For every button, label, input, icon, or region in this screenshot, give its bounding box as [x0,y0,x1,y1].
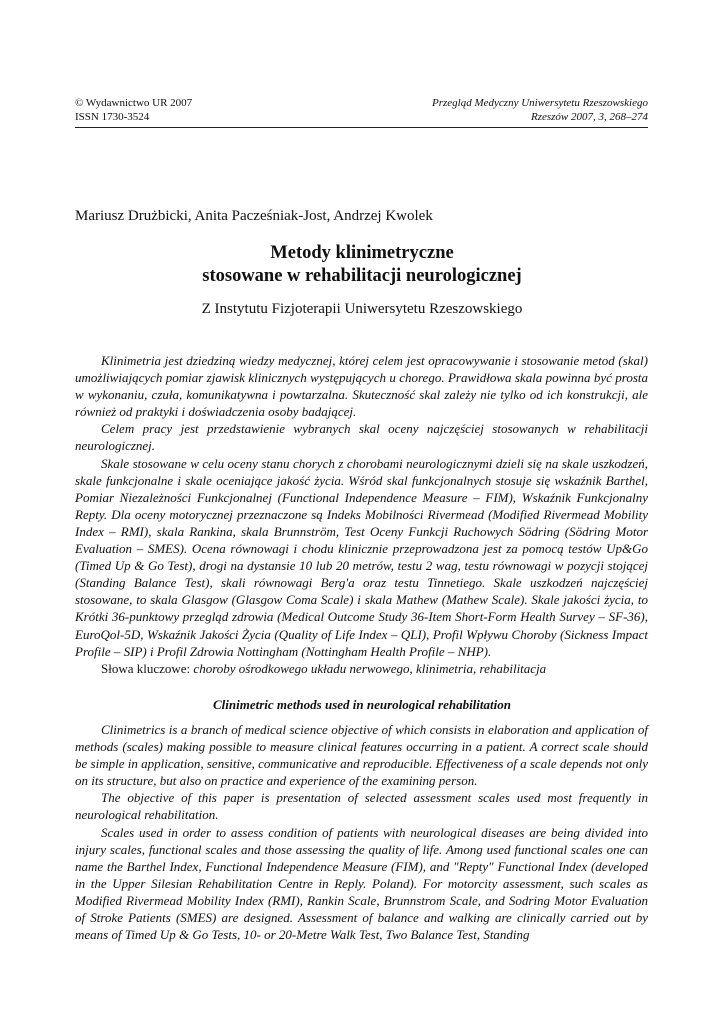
abstract-en-paragraph: Scales used in order to assess condition of patients with neurological diseases are being divided into injury scales, functional scales and those assessing the quality of life. Among used functional scales one can name the Barthel Index, Functional Independence Measure (FIM), and "Repty" Functional Index (developed in the Upper Silesian Rehabilitation Centre in Reply. Poland). For motorcity assessment, such scales as Modified Rivermead Mobility Index (RMI), Rankin Scale, Brunnstrom Scale, and Sodring Motor Evaluation of Stroke Patients (SMES) are designed. Assessment of balance and walking are clinically carried out by means of Timed Up & Go Tests, 10- or 20-Metre Walk Test, Two Balance Test, Standing [75,824,648,943]
article-title-line-2: stosowane w rehabilitacji neurologicznej [202,266,522,286]
page-header [75,96,648,124]
affiliation: Z Instytutu Fizjoterapii Uniwersytetu Rzeszowskiego [201,301,523,317]
authors: Mariusz Drużbicki, Anita Pacześniak-Jost, Andrzej Kwolek [75,208,433,224]
abstract-english [75,721,648,943]
header-left [75,96,192,124]
journal-name: Przegląd Medyczny Uniwersytetu Rzeszowskiego [432,97,648,109]
abstract-pl-paragraph: Celem pracy jest przedstawienie wybranych skal oceny najczęściej stosowanych w rehabilitacji neurologicznej. [75,421,648,454]
keywords [75,660,648,677]
issue-info: Rzeszów 2007, 3, 268–274 [530,111,648,123]
abstract-en-paragraph: The objective of this paper is presentation of selected assessment scales used most frequently in neurological rehabilitation. [75,790,648,823]
abstract-pl-paragraph: Klinimetria jest dziedziną wiedzy medycznej, której celem jest opracowywanie i stosowanie metod (skal) umożliwiających pomiar zjawisk klinicznych występujących u chorego. Prawidłowa skala powinna być prosta w wykonaniu, czuła, komunikatywna i powtarzalna. Skuteczność skal zależy nie tylko od ich konstrukcji, ale również od praktyki i doświadczenia osoby badającej. [75,353,648,420]
english-title: Clinimetric methods used in neurological rehabilitation [213,697,511,712]
abstract-en-paragraph: Clinimetrics is a branch of medical science objective of which consists in elaboration and application of methods (scales) making possible to measure clinical features occurring in a patient. A correct scale should be simple in application, sensitive, communicative and reproducible. Effectiveness of a scale depends not only on its structure, but also on practice and experience of the examining person. [75,722,648,789]
abstract-polish [75,352,648,677]
keywords-label: Słowa kluczowe: [101,660,191,676]
header-right [432,96,648,124]
abstract-pl-paragraph: Skale stosowane w celu oceny stanu chorych z chorobami neurologicznymi dzieli się na skale uszkodzeń, skale funkcjonalne i skale oceniające jakość życia. Wśród skal funkcjonalnych stosuje się wskaźnik Barthel, Pomiar Niezależności Funkcjonalnej (Functional Independence Measure – FIM), Wskaźnik Funkcjonalny Repty. Dla oceny motorycznej przeznaczone są Indeks Mobilności Rivermead (Modified Rivermead Mobility Index – RMI), skala Rankina, skala Brunnström, Test Oceny Funkcji Ruchowych Södring (Södring Motor Evaluation – SMES). Ocena równowagi i chodu klinicznie przeprowadzona jest za pomocą testów Up&Go (Timed Up & Go Test), drogi na dystansie 10 lub 20 metrów, testu 2 wag, testu równowagi w pozycji stojącej (Standing Balance Test), skali równowagi Berg'a oraz testu Tinnetiego. Skale uszkodzeń najczęściej stosowane, to skala Glasgow (Glasgow Coma Scale) i skala Mathew (Mathew Scale). Skale jakości życia, to Krótki 36-punktowy przegląd zdrowia (Medical Outcome Study 36-Item Short-Form Health Survey – SF-36), EuroQol-5D, Wskaźnik Jakości Życia (Quality of Life Index – QLI), Profil Wpływu Choroby (Sickness Impact Profile – SIP) i Profil Zdrowia Nottingham (Nottingham Health Profile – NHP). [75,455,648,659]
header-divider [75,127,648,128]
issn: ISSN 1730-3524 [75,111,150,123]
keywords-list: choroby ośrodkowego układu nerwowego, klinimetria, rehabilitacja [193,660,547,676]
article-title-line-1: Metody klinimetryczne [270,243,454,263]
publisher-note: © Wydawnictwo UR 2007 [75,97,193,109]
